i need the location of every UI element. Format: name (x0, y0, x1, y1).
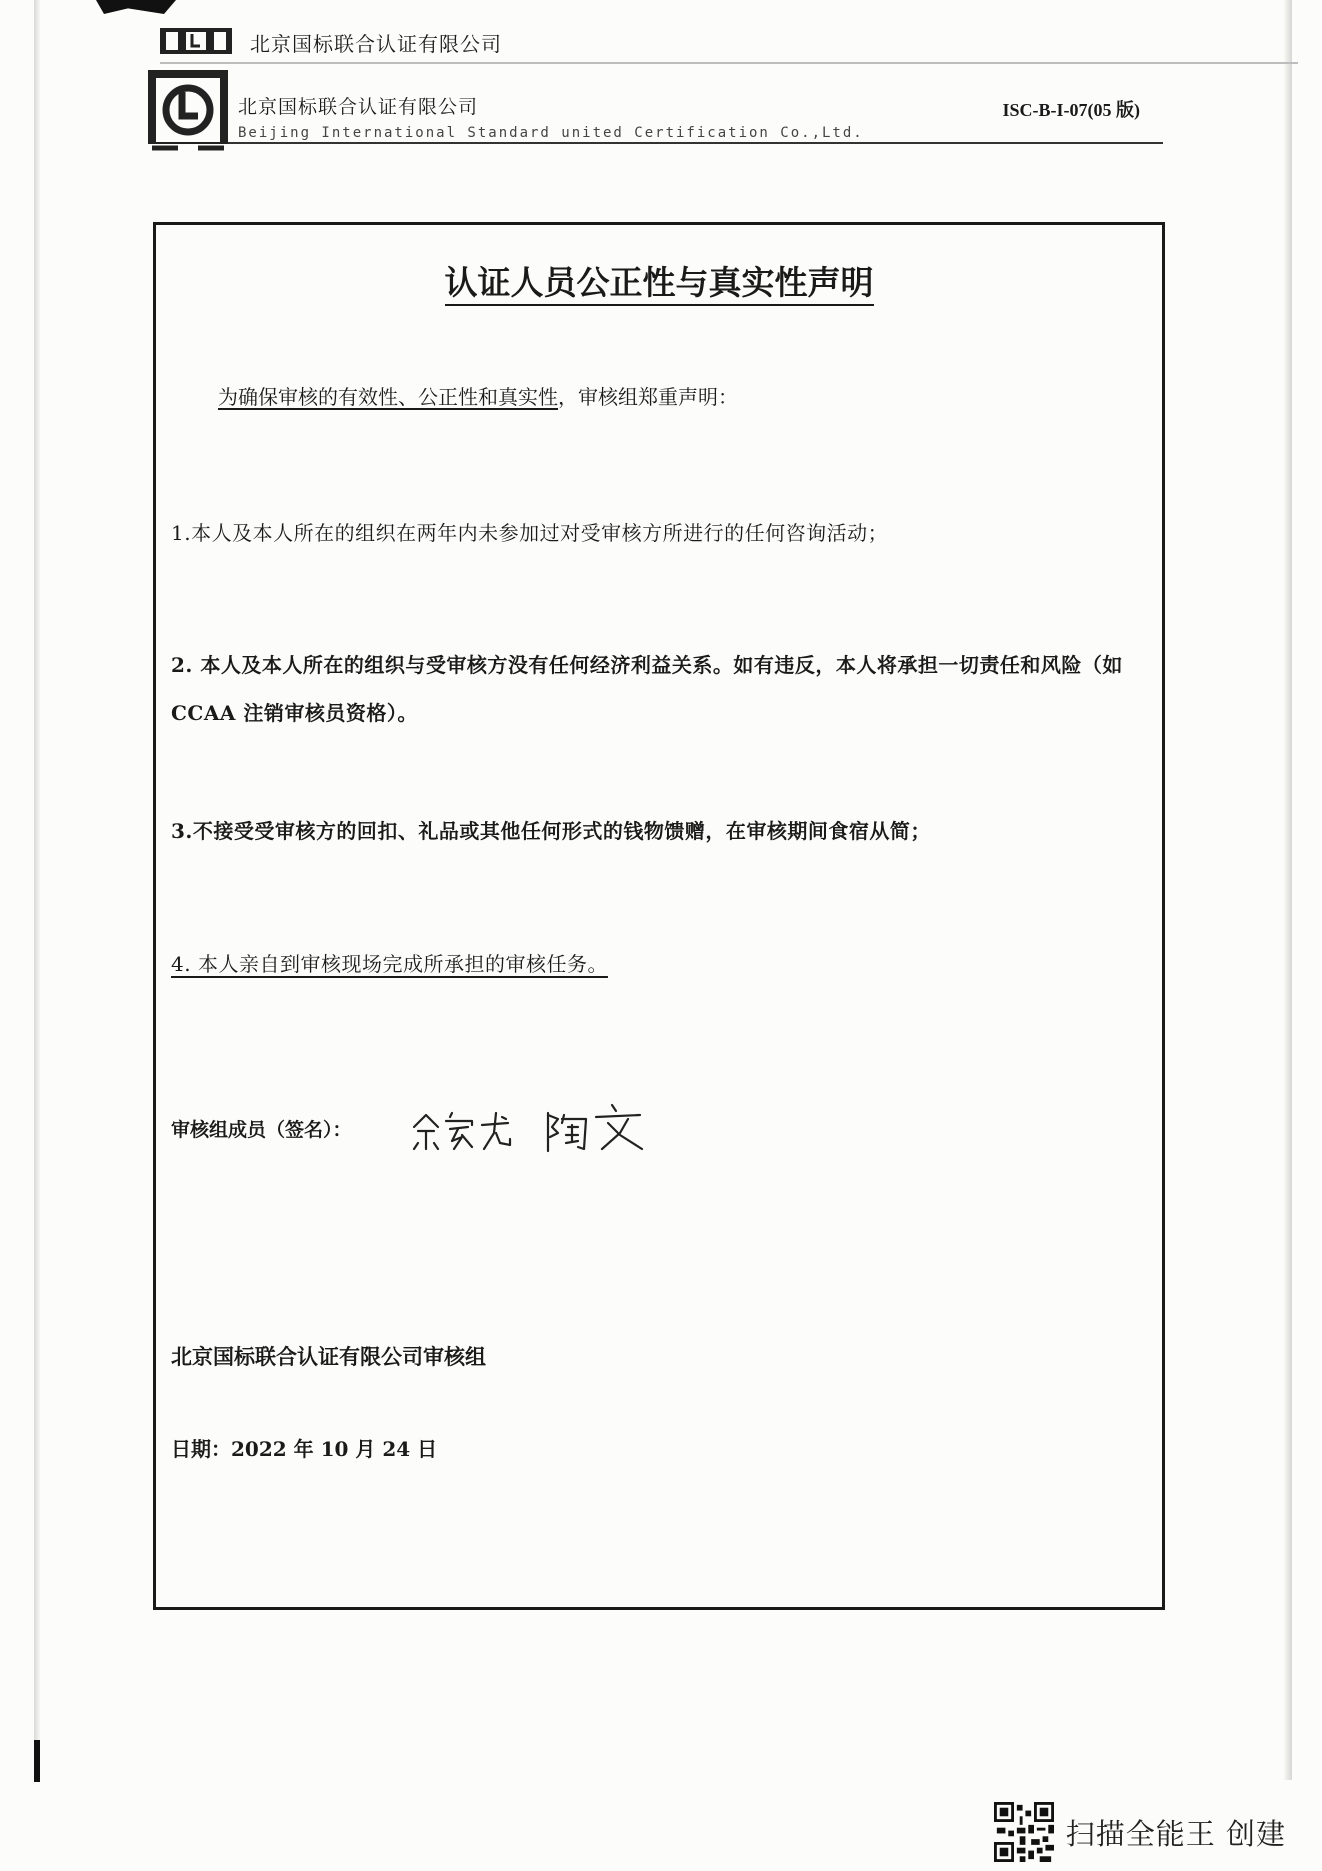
scan-corner-mark (96, 0, 176, 14)
scanner-watermark (994, 1800, 1286, 1864)
company-name-en: Beijing International Standard united Certification Co.,Ltd. (238, 125, 864, 141)
clause-1: 1.本人及本人所在的组织在两年内未参加过对受审核方所进行的任何咨询活动； (171, 521, 889, 545)
intro-underlined: 为确保审核的有效性、公正性和真实性 (218, 385, 558, 409)
form-title (156, 257, 1162, 304)
scan-edge-left-mark (34, 1740, 40, 1782)
stray-header-rule (160, 62, 1298, 64)
handwritten-signature (406, 1097, 646, 1157)
signature-label: 审核组成员（签名）： (171, 1119, 352, 1141)
intro-statement (218, 381, 738, 410)
scan-edge-left (34, 0, 40, 1780)
declaration-date: 日期：2022 年 10 月 24 日 (171, 1437, 438, 1461)
document-header (148, 70, 1168, 160)
declaration-form (153, 222, 1165, 1610)
clause-4: 4. 本人亲自到审核现场完成所承担的审核任务。 (171, 952, 608, 976)
stray-company-name: 北京国标联合认证有限公司 (250, 32, 502, 56)
audit-team-name: 北京国标联合认证有限公司审核组 (171, 1344, 486, 1369)
clause-3: 3.不接受受审核方的回扣、礼品或其他任何形式的钱物馈赠，在审核期间食宿从简； (171, 819, 931, 843)
document-code: ISC-B-I-07(05 版) (1002, 100, 1140, 120)
watermark-text: 扫描全能王 创建 (1065, 1816, 1286, 1851)
isc-logo-icon (160, 26, 232, 56)
company-name-cn: 北京国标联合认证有限公司 (238, 96, 479, 118)
qr-code-icon (994, 1802, 1054, 1862)
clause-2: 2. 本人及本人所在的组织与受审核方没有任何经济利益关系。如有违反，本人将承担一切责任和风险（如 CCAA 注销审核员资格）。 (171, 653, 1123, 725)
intro-rest: ，审核组郑重声明： (558, 385, 738, 409)
form-title-text: 认证人员公正性与真实性声明 (445, 263, 874, 306)
isc-logo-icon (148, 70, 228, 154)
header-rule (228, 142, 1163, 144)
stray-page-header (160, 22, 1298, 62)
scan-edge-right (1284, 0, 1292, 1780)
